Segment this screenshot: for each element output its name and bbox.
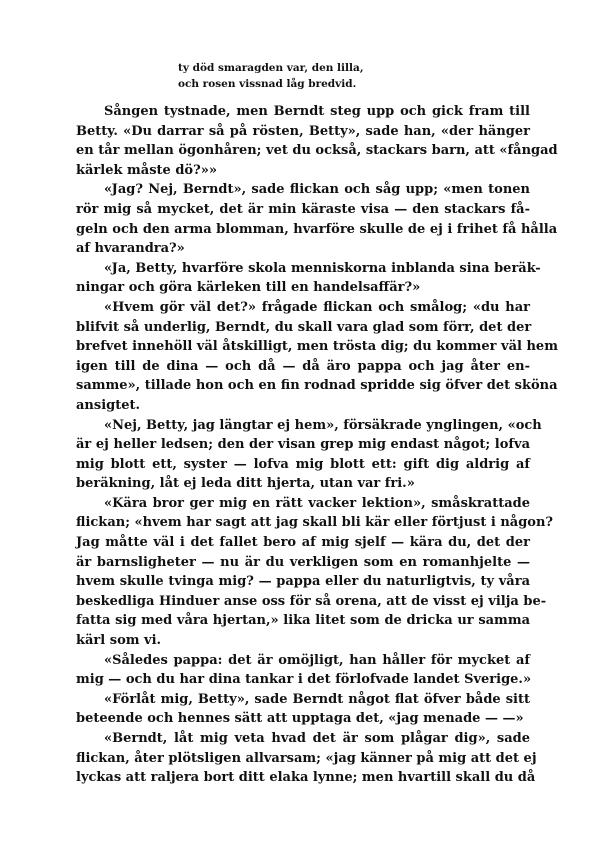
text-line: «Förlåt mig, Betty», sade Berndt något flat öfver både sitt: [104, 691, 530, 707]
text-line: igen till de dina — och då — då äro pappa och jag åter en-: [76, 358, 530, 374]
text-line: ningar och göra kärleken till en handelsaffär?»: [76, 280, 421, 296]
text-line: lyckas att raljera bort ditt elaka lynne; men hvartill skall du då: [76, 770, 536, 786]
text-line: Sången tystnade, men Berndt steg upp och gick fram till: [104, 104, 530, 119]
text-line: är barnsligheter — nu är du verkligen som en romanhjelte —: [76, 554, 530, 570]
text-line: blifvit så underlig, Berndt, du skall vara glad som förr, det der: [76, 319, 532, 335]
verse-block: [178, 60, 478, 92]
text-line: flickan, åter plötsligen allvarsam; «jag känner på mig att det ej: [76, 750, 537, 766]
text-line: fatta sig med våra hjertan,» lika litet som de dricka ur samma: [76, 613, 530, 629]
text-line: ansigtet.: [76, 397, 141, 413]
text-line: kärlek måste dö?»»: [76, 162, 217, 178]
text-line: beskedliga Hinduer anse oss för så orena, att de visst ej vilja be-: [76, 593, 547, 609]
text-line: rör mig så mycket, det är min käraste visa — den stackars få-: [76, 201, 530, 217]
text-line: hvem skulle tvinga mig? — pappa eller du naturligtvis, ty våra: [76, 574, 530, 590]
text-line: mig — och du har dina tankar i det förlofvade landet Sverige.»: [76, 672, 532, 688]
text-line: kärl som vi.: [76, 633, 162, 649]
text-line: «Således pappa: det är omöjligt, han håller för mycket af: [104, 652, 530, 668]
text-line: «Berndt, låt mig veta hvad det är som plågar dig», sade: [104, 731, 530, 746]
body-text: [76, 102, 558, 788]
text-line: en tår mellan ögonhåren; vet du också, stackars barn, att «fångad: [76, 143, 558, 159]
text-line: flickan; «hvem har sagt att jag skall bli kär eller förtjust i någon?: [76, 515, 554, 531]
text-line: Jag måtte väl i det fallet bero af mig sjelf — kära du, det der: [76, 535, 530, 551]
text-line: «Kära bror ger mig en rätt vacker lektion», småskrattade: [104, 495, 530, 511]
text-line: beräkning, låt ej leda ditt hjerta, utan var fri.»: [76, 476, 415, 492]
text-line: af hvarandra?»: [76, 241, 185, 257]
text-line: är ej heller ledsen; den der visan grep mig endast något; lofva: [76, 437, 530, 453]
verse-line: ty död smaragden var, den lilla,: [178, 62, 364, 74]
text-line: beteende och hennes sätt att upptaga det, «jag menade — —»: [76, 711, 524, 727]
text-line: «Jag? Nej, Berndt», sade flickan och såg upp; «men tonen: [104, 182, 530, 198]
text-line: Betty. «Du darrar så på rösten, Betty», sade han, «der hänger: [76, 123, 530, 139]
text-line: «Ja, Betty, hvarföre skola menniskorna inblanda sina beräk-: [104, 260, 541, 276]
text-line: brefvet innehöll väl åtskilligt, men trösta dig; du kommer väl hem: [76, 339, 558, 355]
text-line: mig blott ett, syster — lofva mig blott ett: gift dig aldrig af: [76, 456, 530, 472]
text-line: «Hvem gör väl det?» frågade flickan och smålog; «du har: [104, 299, 530, 315]
verse-line: och rosen vissnad låg bredvid.: [178, 78, 357, 90]
text-line: samme», tillade hon och en fin rodnad spridde sig öfver det sköna: [76, 378, 558, 394]
text-line: geln och den arma blomman, hvarföre skulle de ej i frihet få hålla: [76, 221, 558, 237]
text-line: «Nej, Betty, jag längtar ej hem», försäkrade ynglingen, «och: [104, 417, 542, 433]
